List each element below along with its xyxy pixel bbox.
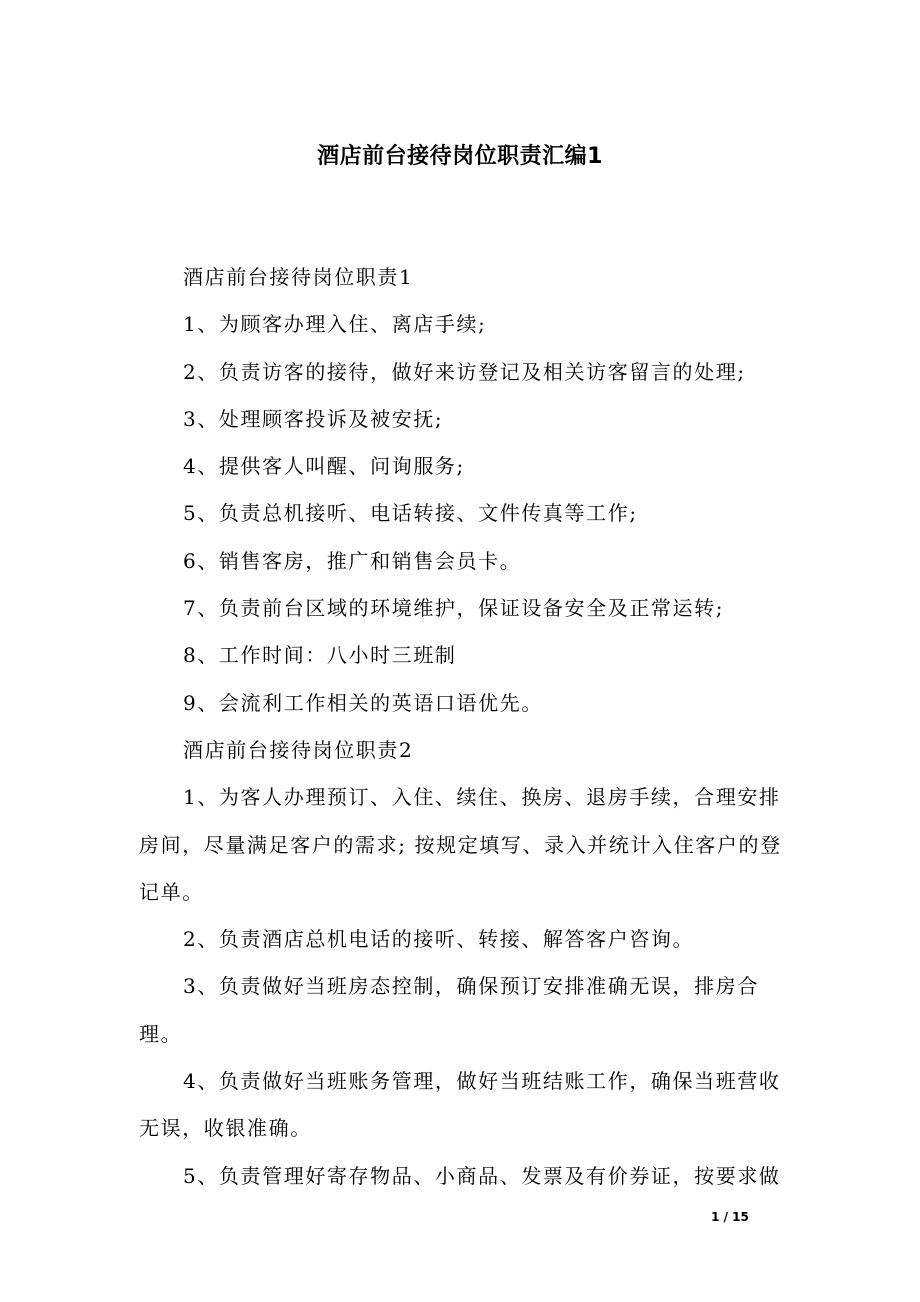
list-item: 9、会流利工作相关的英语口语优先。 [183, 690, 543, 715]
document-title: 酒店前台接待岗位职责汇编1 [317, 144, 603, 169]
list-item: 5、负责总机接听、电话转接、文件传真等工作; [183, 501, 638, 526]
document-body [139, 254, 799, 1200]
page-number: 1 / 15 [711, 1210, 749, 1224]
section-heading-1: 酒店前台接待岗位职责1 [183, 265, 414, 289]
list-item: 4、负责做好当班账务管理，做好当班结账工作，确保当班营收无误，收银准确。 [139, 1069, 781, 1141]
list-item: 1、为客人办理预订、入住、续住、换房、退房手续，合理安排房间，尽量满足客户的需求; 按规定填写、录入并统计入住客户的登记单。 [139, 785, 782, 904]
list-item: 3、处理顾客投诉及被安抚; [183, 406, 444, 431]
section-heading-2: 酒店前台接待岗位职责2 [183, 737, 414, 762]
list-item: 6、销售客房，推广和销售会员卡。 [183, 548, 522, 573]
list-item: 7、负责前台区域的环境维护，保证设备安全及正常运转; [183, 596, 725, 621]
list-item: 8、工作时间：八小时三班制 [183, 643, 457, 668]
list-item: 4、提供客人叫醒、问询服务; [183, 454, 465, 479]
list-item: 5、负责管理好寄存物品、小商品、发票及有价券证，按要求做 [183, 1163, 781, 1188]
list-item: 2、负责酒店总机电话的接听、转接、解答客户咨询。 [183, 927, 695, 952]
list-item: 1、为顾客办理入住、离店手续; [183, 312, 487, 337]
list-item: 3、负责做好当班房态控制，确保预订安排准确无误，排房合理。 [139, 974, 759, 1046]
list-item: 2、负责访客的接待，做好来访登记及相关访客留言的处理; [183, 359, 746, 384]
